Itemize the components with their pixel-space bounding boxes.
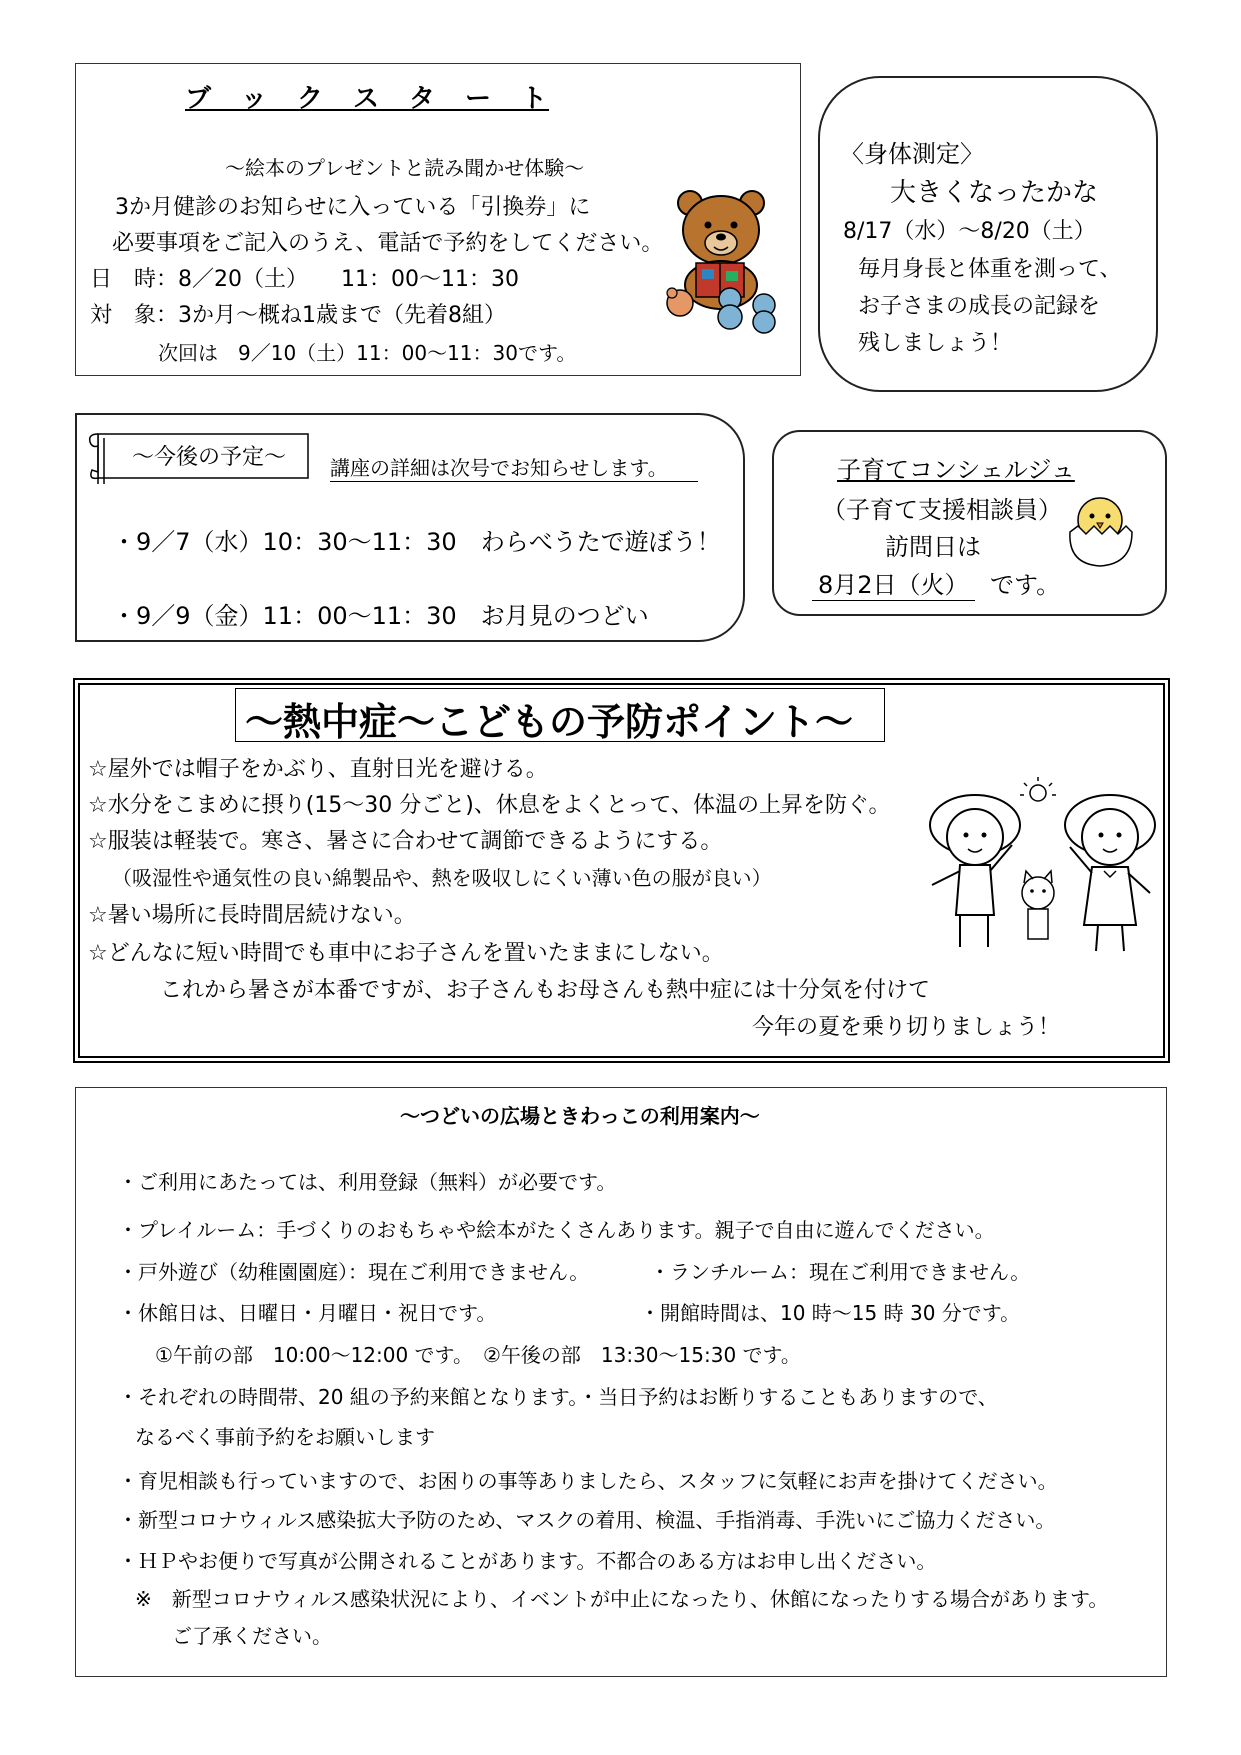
bookstart-target: 対 象：3か月～概ね1歳まで（先着8組）	[90, 303, 506, 328]
heatstroke-point-note: （吸湿性や通気性の良い綿製品や、熱を吸収しにくい薄い色の服が良い）	[112, 866, 772, 890]
measure-line3: 残しましょう！	[858, 331, 1013, 356]
bookstart-line1: 3か月健診のお知らせに入っている「引換券」に	[115, 195, 591, 220]
measure-line2: お子さまの成長の記録を	[858, 294, 1101, 319]
heatstroke-point: ☆どんなに短い時間でも車中にお子さんを置いたままにしない。	[88, 941, 724, 966]
heatstroke-point: ☆服装は軽装で。寒さ、暑さに合わせて調節できるようにする。	[88, 829, 723, 854]
measure-title: 大きくなったかな	[890, 178, 1099, 208]
guide-title: ～つどいの広場ときわっこの利用案内～	[400, 1104, 760, 1128]
concierge-line1: （子育て支援相談員）	[822, 496, 1062, 524]
guide-line: ・ランチルーム：現在ご利用できません。	[650, 1260, 1031, 1284]
measure-dates: 8/17（水）～8/20（土）	[843, 219, 1096, 244]
scroll-label: ～今後の予定～	[132, 445, 287, 470]
heatstroke-title: ～熱中症～こどもの予防ポイント～	[245, 700, 854, 744]
concierge-date: 8月2日（火）	[812, 565, 975, 601]
schedule-item: ・9／7（水）10：30～11：30 わらべうたで遊ぼう！	[112, 528, 721, 556]
concierge-date-suffix: です。	[990, 571, 1061, 599]
bookstart-subtitle: ～絵本のプレゼントと読み聞かせ体験～	[225, 156, 585, 180]
heatstroke-closing: 今年の夏を乗り切りましょう！	[752, 1015, 1061, 1040]
guide-line: ・ＨＰやお便りで写真が公開されることがあります。不都合のある方はお申し出ください。	[118, 1549, 937, 1573]
guide-line: ①午前の部 10:00～12:00 です。 ②午後の部 13:30～15:30 です。	[155, 1343, 801, 1367]
guide-line: ・休館日は、日曜日・月曜日・祝日です。	[118, 1301, 497, 1325]
bear-reading-illustration	[660, 185, 795, 335]
schedule-note: 講座の詳細は次号でお知らせします。	[330, 452, 698, 482]
measure-heading: 〈身体測定〉	[840, 140, 984, 168]
concierge-line2: 訪問日は	[885, 533, 981, 561]
guide-line: ・育児相談も行っていますので、お困りの事等ありましたら、スタッフに気軽にお声を掛けてください。	[118, 1469, 1058, 1493]
bookstart-line2: 必要事項をご記入のうえ、電話で予約をしてください。	[112, 231, 664, 256]
guide-line: なるべく事前予約をお願いします	[135, 1425, 435, 1449]
concierge-title: 子育てコンシェルジュ	[837, 456, 1075, 484]
bookstart-title: ブ ッ ク ス タ ー ト	[185, 84, 550, 114]
guide-line: ※ 新型コロナウィルス感染状況により、イベントが中止になったり、休館になったりする場合があります。	[135, 1587, 1109, 1611]
guide-line: ・戸外遊び（幼稚園園庭）：現在ご利用できません。	[118, 1260, 590, 1284]
measure-line1: 毎月身長と体重を測って、	[858, 257, 1122, 282]
guide-line: ・プレイルーム：手づくりのおもちゃや絵本がたくさんあります。親子で自由に遊んでください。	[118, 1218, 995, 1242]
guide-line: ・開館時間は、10 時～15 時 30 分です。	[640, 1301, 1021, 1325]
heatstroke-point: ☆屋外では帽子をかぶり、直射日光を避ける。	[88, 757, 548, 782]
guide-line: ・新型コロナウィルス感染拡大予防のため、マスクの着用、検温、手指消毒、手洗いにご協力ください。	[118, 1508, 1056, 1532]
guide-line: ・ご利用にあたっては、利用登録（無料）が必要です。	[118, 1170, 617, 1194]
schedule-item: ・9／9（金）11：00～11：30 お月見のつどい	[112, 602, 649, 630]
heatstroke-point: ☆水分をこまめに摂り(15～30 分ごと)、休息をよくとって、体温の上昇を防ぐ。	[88, 793, 891, 818]
chick-egg-icon	[1060, 490, 1140, 570]
children-sunhat-illustration	[920, 775, 1170, 960]
guide-line: ご了承ください。	[172, 1624, 332, 1648]
heatstroke-closing: これから暑さが本番ですが、お子さんもお母さんも熱中症には十分気を付けて	[160, 978, 931, 1003]
bookstart-date: 日 時：8／20（土） 11：00～11：30	[90, 267, 519, 292]
heatstroke-point: ☆暑い場所に長時間居続けない。	[88, 903, 416, 928]
bookstart-next: 次回は 9／10（土）11：00～11：30です。	[158, 341, 577, 365]
guide-line: ・それぞれの時間帯、20 組の予約来館となります。・当日予約はお断りすることもありますので、	[118, 1385, 998, 1409]
